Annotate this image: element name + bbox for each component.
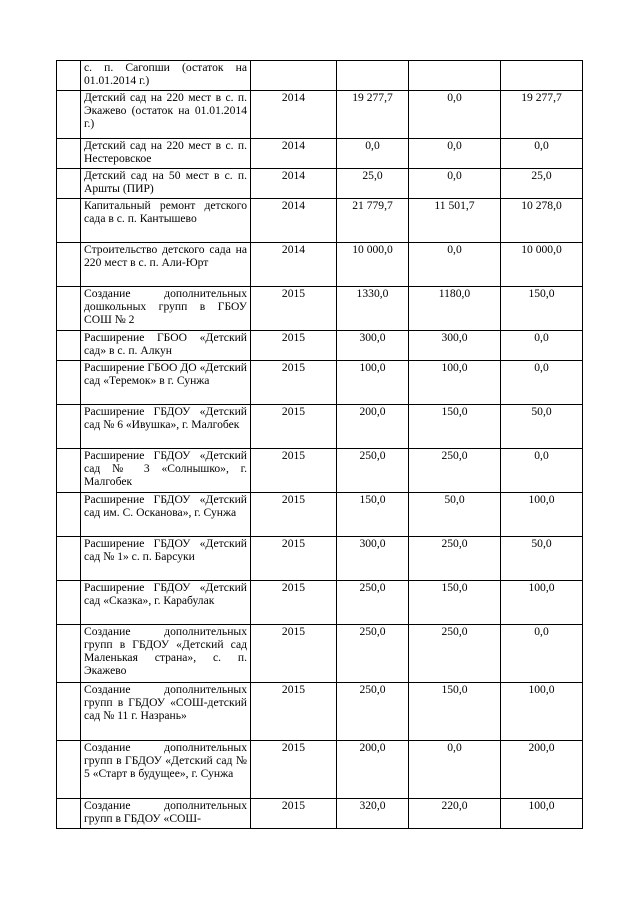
total-amount-cell: 250,0 bbox=[337, 449, 409, 493]
federal-amount-cell: 50,0 bbox=[409, 493, 501, 537]
regional-amount-cell: 10 000,0 bbox=[501, 243, 583, 287]
row-number-cell bbox=[57, 287, 81, 331]
federal-amount-cell bbox=[409, 61, 501, 91]
object-name-cell: Расширение ГБДОУ «Детский сад «Сказка», г. Карабулак bbox=[81, 581, 251, 625]
table-body bbox=[57, 61, 583, 829]
federal-amount-cell: 0,0 bbox=[409, 139, 501, 169]
year-cell: 2015 bbox=[251, 799, 337, 829]
row-number-cell bbox=[57, 139, 81, 169]
object-name-cell: Детский сад на 220 мест в с. п. Нестеровское bbox=[81, 139, 251, 169]
object-name-cell: Расширение ГБДОУ «Детский сад № 6 «Ивушка», г. Малгобек bbox=[81, 405, 251, 449]
regional-amount-cell: 100,0 bbox=[501, 683, 583, 741]
total-amount-cell: 10 000,0 bbox=[337, 243, 409, 287]
year-cell: 2015 bbox=[251, 493, 337, 537]
year-cell: 2015 bbox=[251, 537, 337, 581]
table-row bbox=[57, 91, 583, 139]
table-row bbox=[57, 449, 583, 493]
row-number-cell bbox=[57, 449, 81, 493]
object-name-cell: Расширение ГБДОУ «Детский сад № 1» с. п. Барсуки bbox=[81, 537, 251, 581]
object-name-cell: Капитальный ремонт детского сада в с. п. Кантышево bbox=[81, 199, 251, 243]
table-row bbox=[57, 61, 583, 91]
regional-amount-cell: 10 278,0 bbox=[501, 199, 583, 243]
regional-amount-cell: 0,0 bbox=[501, 361, 583, 405]
federal-amount-cell: 150,0 bbox=[409, 581, 501, 625]
table-row bbox=[57, 243, 583, 287]
row-number-cell bbox=[57, 625, 81, 683]
regional-amount-cell: 100,0 bbox=[501, 799, 583, 829]
regional-amount-cell: 50,0 bbox=[501, 537, 583, 581]
federal-amount-cell: 250,0 bbox=[409, 625, 501, 683]
row-number-cell bbox=[57, 61, 81, 91]
table-row bbox=[57, 361, 583, 405]
total-amount-cell: 320,0 bbox=[337, 799, 409, 829]
table-row bbox=[57, 537, 583, 581]
total-amount-cell: 300,0 bbox=[337, 537, 409, 581]
table-row bbox=[57, 169, 583, 199]
row-number-cell bbox=[57, 741, 81, 799]
federal-amount-cell: 0,0 bbox=[409, 243, 501, 287]
federal-amount-cell: 300,0 bbox=[409, 331, 501, 361]
funding-table bbox=[56, 60, 583, 829]
total-amount-cell: 0,0 bbox=[337, 139, 409, 169]
federal-amount-cell: 0,0 bbox=[409, 741, 501, 799]
federal-amount-cell: 100,0 bbox=[409, 361, 501, 405]
regional-amount-cell: 0,0 bbox=[501, 449, 583, 493]
regional-amount-cell: 0,0 bbox=[501, 331, 583, 361]
row-number-cell bbox=[57, 537, 81, 581]
year-cell: 2015 bbox=[251, 449, 337, 493]
regional-amount-cell: 100,0 bbox=[501, 581, 583, 625]
year-cell: 2015 bbox=[251, 625, 337, 683]
regional-amount-cell: 0,0 bbox=[501, 625, 583, 683]
regional-amount-cell: 100,0 bbox=[501, 493, 583, 537]
object-name-cell: Создание дополнительных групп в ГБДОУ «Детский сад № 5 «Старт в будущее», г. Сунжа bbox=[81, 741, 251, 799]
table-row bbox=[57, 287, 583, 331]
object-name-cell: Детский сад на 50 мест в с. п. Аршты (ПИР) bbox=[81, 169, 251, 199]
federal-amount-cell: 0,0 bbox=[409, 91, 501, 139]
year-cell: 2014 bbox=[251, 139, 337, 169]
year-cell bbox=[251, 61, 337, 91]
row-number-cell bbox=[57, 243, 81, 287]
total-amount-cell: 25,0 bbox=[337, 169, 409, 199]
row-number-cell bbox=[57, 331, 81, 361]
row-number-cell bbox=[57, 91, 81, 139]
regional-amount-cell: 150,0 bbox=[501, 287, 583, 331]
row-number-cell bbox=[57, 493, 81, 537]
object-name-cell: Создание дополнительных групп в ГБДОУ «СОШ-детский сад № 11 г. Назрань» bbox=[81, 683, 251, 741]
regional-amount-cell: 25,0 bbox=[501, 169, 583, 199]
table-row bbox=[57, 199, 583, 243]
table-row bbox=[57, 683, 583, 741]
object-name-cell: Расширение ГБДОУ «Детский сад № 3 «Солнышко», г. Малгобек bbox=[81, 449, 251, 493]
table-row bbox=[57, 331, 583, 361]
year-cell: 2015 bbox=[251, 405, 337, 449]
federal-amount-cell: 250,0 bbox=[409, 537, 501, 581]
federal-amount-cell: 1180,0 bbox=[409, 287, 501, 331]
federal-amount-cell: 11 501,7 bbox=[409, 199, 501, 243]
object-name-cell: с. п. Сагопши (остаток на 01.01.2014 г.) bbox=[81, 61, 251, 91]
total-amount-cell: 200,0 bbox=[337, 405, 409, 449]
regional-amount-cell bbox=[501, 61, 583, 91]
regional-amount-cell: 19 277,7 bbox=[501, 91, 583, 139]
total-amount-cell: 21 779,7 bbox=[337, 199, 409, 243]
object-name-cell: Расширение ГБОО «Детский сад» в с. п. Алкун bbox=[81, 331, 251, 361]
table-row bbox=[57, 581, 583, 625]
total-amount-cell: 19 277,7 bbox=[337, 91, 409, 139]
year-cell: 2014 bbox=[251, 169, 337, 199]
year-cell: 2015 bbox=[251, 287, 337, 331]
object-name-cell: Расширение ГБДОУ «Детский сад им. С. Осканова», г. Сунжа bbox=[81, 493, 251, 537]
object-name-cell: Создание дополнительных групп в ГБДОУ «СОШ- bbox=[81, 799, 251, 829]
total-amount-cell bbox=[337, 61, 409, 91]
total-amount-cell: 300,0 bbox=[337, 331, 409, 361]
table-row bbox=[57, 741, 583, 799]
row-number-cell bbox=[57, 683, 81, 741]
total-amount-cell: 150,0 bbox=[337, 493, 409, 537]
total-amount-cell: 250,0 bbox=[337, 683, 409, 741]
total-amount-cell: 1330,0 bbox=[337, 287, 409, 331]
year-cell: 2014 bbox=[251, 243, 337, 287]
row-number-cell bbox=[57, 799, 81, 829]
year-cell: 2015 bbox=[251, 581, 337, 625]
row-number-cell bbox=[57, 361, 81, 405]
row-number-cell bbox=[57, 405, 81, 449]
table-row bbox=[57, 625, 583, 683]
federal-amount-cell: 0,0 bbox=[409, 169, 501, 199]
row-number-cell bbox=[57, 169, 81, 199]
object-name-cell: Расширение ГБОО ДО «Детский сад «Теремок» в г. Сунжа bbox=[81, 361, 251, 405]
year-cell: 2015 bbox=[251, 741, 337, 799]
year-cell: 2014 bbox=[251, 199, 337, 243]
total-amount-cell: 200,0 bbox=[337, 741, 409, 799]
table-row bbox=[57, 405, 583, 449]
object-name-cell: Детский сад на 220 мест в с. п. Экажево (остаток на 01.01.2014 г.) bbox=[81, 91, 251, 139]
federal-amount-cell: 220,0 bbox=[409, 799, 501, 829]
federal-amount-cell: 150,0 bbox=[409, 683, 501, 741]
year-cell: 2015 bbox=[251, 361, 337, 405]
regional-amount-cell: 0,0 bbox=[501, 139, 583, 169]
table-row bbox=[57, 139, 583, 169]
table-row bbox=[57, 493, 583, 537]
total-amount-cell: 250,0 bbox=[337, 625, 409, 683]
object-name-cell: Создание дополнительных дошкольных групп в ГБОУ СОШ № 2 bbox=[81, 287, 251, 331]
federal-amount-cell: 150,0 bbox=[409, 405, 501, 449]
year-cell: 2015 bbox=[251, 683, 337, 741]
row-number-cell bbox=[57, 581, 81, 625]
object-name-cell: Создание дополнительных групп в ГБДОУ «Детский сад Маленькая страна», с. п. Экажево bbox=[81, 625, 251, 683]
regional-amount-cell: 200,0 bbox=[501, 741, 583, 799]
object-name-cell: Строительство детского сада на 220 мест в с. п. Али-Юрт bbox=[81, 243, 251, 287]
row-number-cell bbox=[57, 199, 81, 243]
total-amount-cell: 100,0 bbox=[337, 361, 409, 405]
federal-amount-cell: 250,0 bbox=[409, 449, 501, 493]
total-amount-cell: 250,0 bbox=[337, 581, 409, 625]
year-cell: 2014 bbox=[251, 91, 337, 139]
regional-amount-cell: 50,0 bbox=[501, 405, 583, 449]
table-row bbox=[57, 799, 583, 829]
year-cell: 2015 bbox=[251, 331, 337, 361]
